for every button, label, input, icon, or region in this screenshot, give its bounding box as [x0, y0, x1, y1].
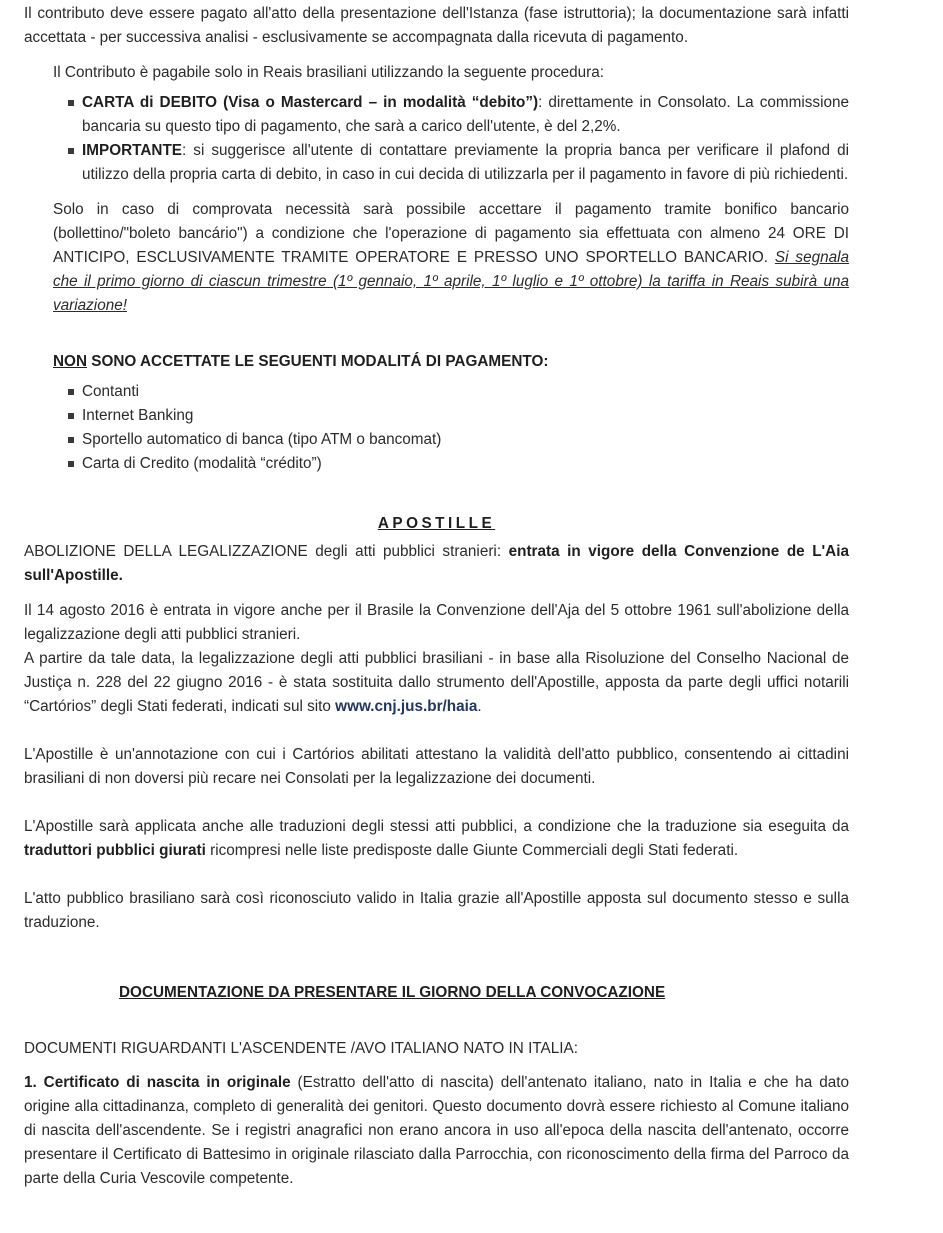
- apostille-paragraph-3: L'Apostille è un'annotazione con cui i Cartórios abilitati attestano la validità dell'atto pubblico, consentendo ai cittadini brasiliani di non doversi più recare nei Consolati per la legalizzazione dei documenti.: [24, 746, 849, 787]
- not-accepted-heading: [24, 350, 849, 374]
- list-item: [82, 139, 849, 187]
- list-item: Contanti: [82, 380, 849, 404]
- square-bullet-icon: [68, 437, 74, 443]
- not-accepted-heading-rest: SONO ACCETTATE LE SEGUENTI MODALITÁ DI PAGAMENTO:: [87, 353, 549, 370]
- bullet-bold: IMPORTANTE: [82, 142, 182, 159]
- square-bullet-icon: [68, 100, 74, 106]
- apostille-intro: ABOLIZIONE DELLA LEGALIZZAZIONE degli atti pubblici stranieri: entrata in vigore della Convenzione de L'Aia sull'Apostille.: [24, 543, 849, 584]
- apostille-paragraph-5: L'atto pubblico brasiliano sarà così riconosciuto valido in Italia grazie all'Apostille apposta sul documento stesso e sulla traduzione.: [24, 890, 849, 931]
- cnj-haia-link[interactable]: www.cnj.jus.br/haia: [335, 698, 478, 715]
- not-accepted-list: [24, 380, 849, 476]
- square-bullet-icon: [68, 413, 74, 419]
- bullet-text: : si suggerisce all'utente di contattare previamente la propria banca per verificare il plafond di utilizzo della propria carta di debito, in caso in cui decida di utilizzarla per il pagamento in favore di più richiedenti.: [82, 142, 849, 183]
- documentazione-subheading: DOCUMENTI RIGUARDANTI L'ASCENDENTE /AVO ITALIANO NATO IN ITALIA:: [24, 1040, 578, 1057]
- tariff-variation-note: Si segnala che il primo giorno di ciascun trimestre (1º gennaio, 1º aprile, 1º luglio e 1º ottobre) la tariffa in Reais subirà una variazione!: [53, 249, 849, 314]
- square-bullet-icon: [68, 461, 74, 467]
- paragraph-payment-currency: Il Contributo è pagabile solo in Reais brasiliani utilizzando la seguente procedura:: [53, 64, 605, 81]
- square-bullet-icon: [68, 389, 74, 395]
- apostille-paragraph-4: L'Apostille sarà applicata anche alle traduzioni degli stessi atti pubblici, a condizione che la traduzione sia eseguita da traduttori pubblici giurati ricompresi nelle liste predisposte dalle Giunte Commerciali degli Stati federati.: [24, 818, 849, 859]
- list-item: Carta di Credito (modalità “crédito”): [82, 452, 849, 476]
- list-item: Internet Banking: [82, 404, 849, 428]
- paragraph-payment-timing: Il contributo deve essere pagato all'atto della presentazione dell'Istanza (fase istruttoria); la documentazione sarà infatti accettata - per successiva analisi - esclusivamente se accompagnata dalla ricevuta di pagamento.: [24, 5, 849, 46]
- apostille-paragraph-1: Il 14 agosto 2016 è entrata in vigore anche per il Brasile la Convenzione dell'Aja del 5 ottobre 1961 sull'abolizione della legalizzazione degli atti pubblici stranieri.: [24, 602, 849, 643]
- bank-transfer-text: Solo in caso di comprovata necessità sarà possibile accettare il pagamento tramite bonifico bancario (bollettino/"boleto bancário") a condizione che l'operazione di pagamento sia effettuata con almeno 24 ORE DI ANTICIPO, ESCLUSIVAMENTE TRAMITE OPERATORE E PRESSO UNO SPORTELLO BANCARIO.: [53, 201, 849, 266]
- apostille-paragraph-2: A partire da tale data, la legalizzazione degli atti pubblici brasiliani - in base alla Risoluzione del Conselho Nacional de Justiça n. 228 del 22 giugno 2016 - è stata sostituita dallo strumento dell'Apostille, apposta da parte degli uffici notarili “Cartórios” degli Stati federati, indicati sul sito www.cnj.jus.br/haia.: [24, 650, 849, 715]
- list-item: Sportello automatico di banca (tipo ATM o bancomat): [82, 428, 849, 452]
- bullet-bold: CARTA di DEBITO (Visa o Mastercard – in modalità “debito”): [82, 94, 539, 111]
- documentazione-item-1: 1. Certificato di nascita in originale (Estratto dell'atto di nascita) dell'antenato italiano, nato in Italia e che ha dato origine alla cittadinanza, completo di generalità dei genitori. Questo documento dovrà essere richiesto al Comune italiano di nascita dell'ascendente. Se i registri anagrafici non erano ancora in uso all'epoca della nascita dell'antenato, occorre presentare il Certificato di Battesimo in originale rilasciato dalla Parrocchia, con riconoscimento della firma del Parroco da parte della Curia Vescovile competente.: [24, 1074, 850, 1187]
- list-item: [82, 91, 849, 139]
- bullet-text: : direttamente in Consolato. La commissione bancaria su questo tipo di pagamento, che sarà a carico dell'utente, è del 2,2%.: [82, 94, 850, 135]
- paragraph-bank-transfer: [24, 198, 849, 318]
- not-accepted-heading-non: NON: [53, 353, 87, 370]
- documentazione-heading: DOCUMENTAZIONE DA PRESENTARE IL GIORNO DELLA CONVOCAZIONE: [119, 984, 666, 1001]
- payment-procedure-list: [24, 91, 849, 187]
- apostille-heading: APOSTILLE: [377, 515, 496, 532]
- square-bullet-icon: [68, 148, 74, 154]
